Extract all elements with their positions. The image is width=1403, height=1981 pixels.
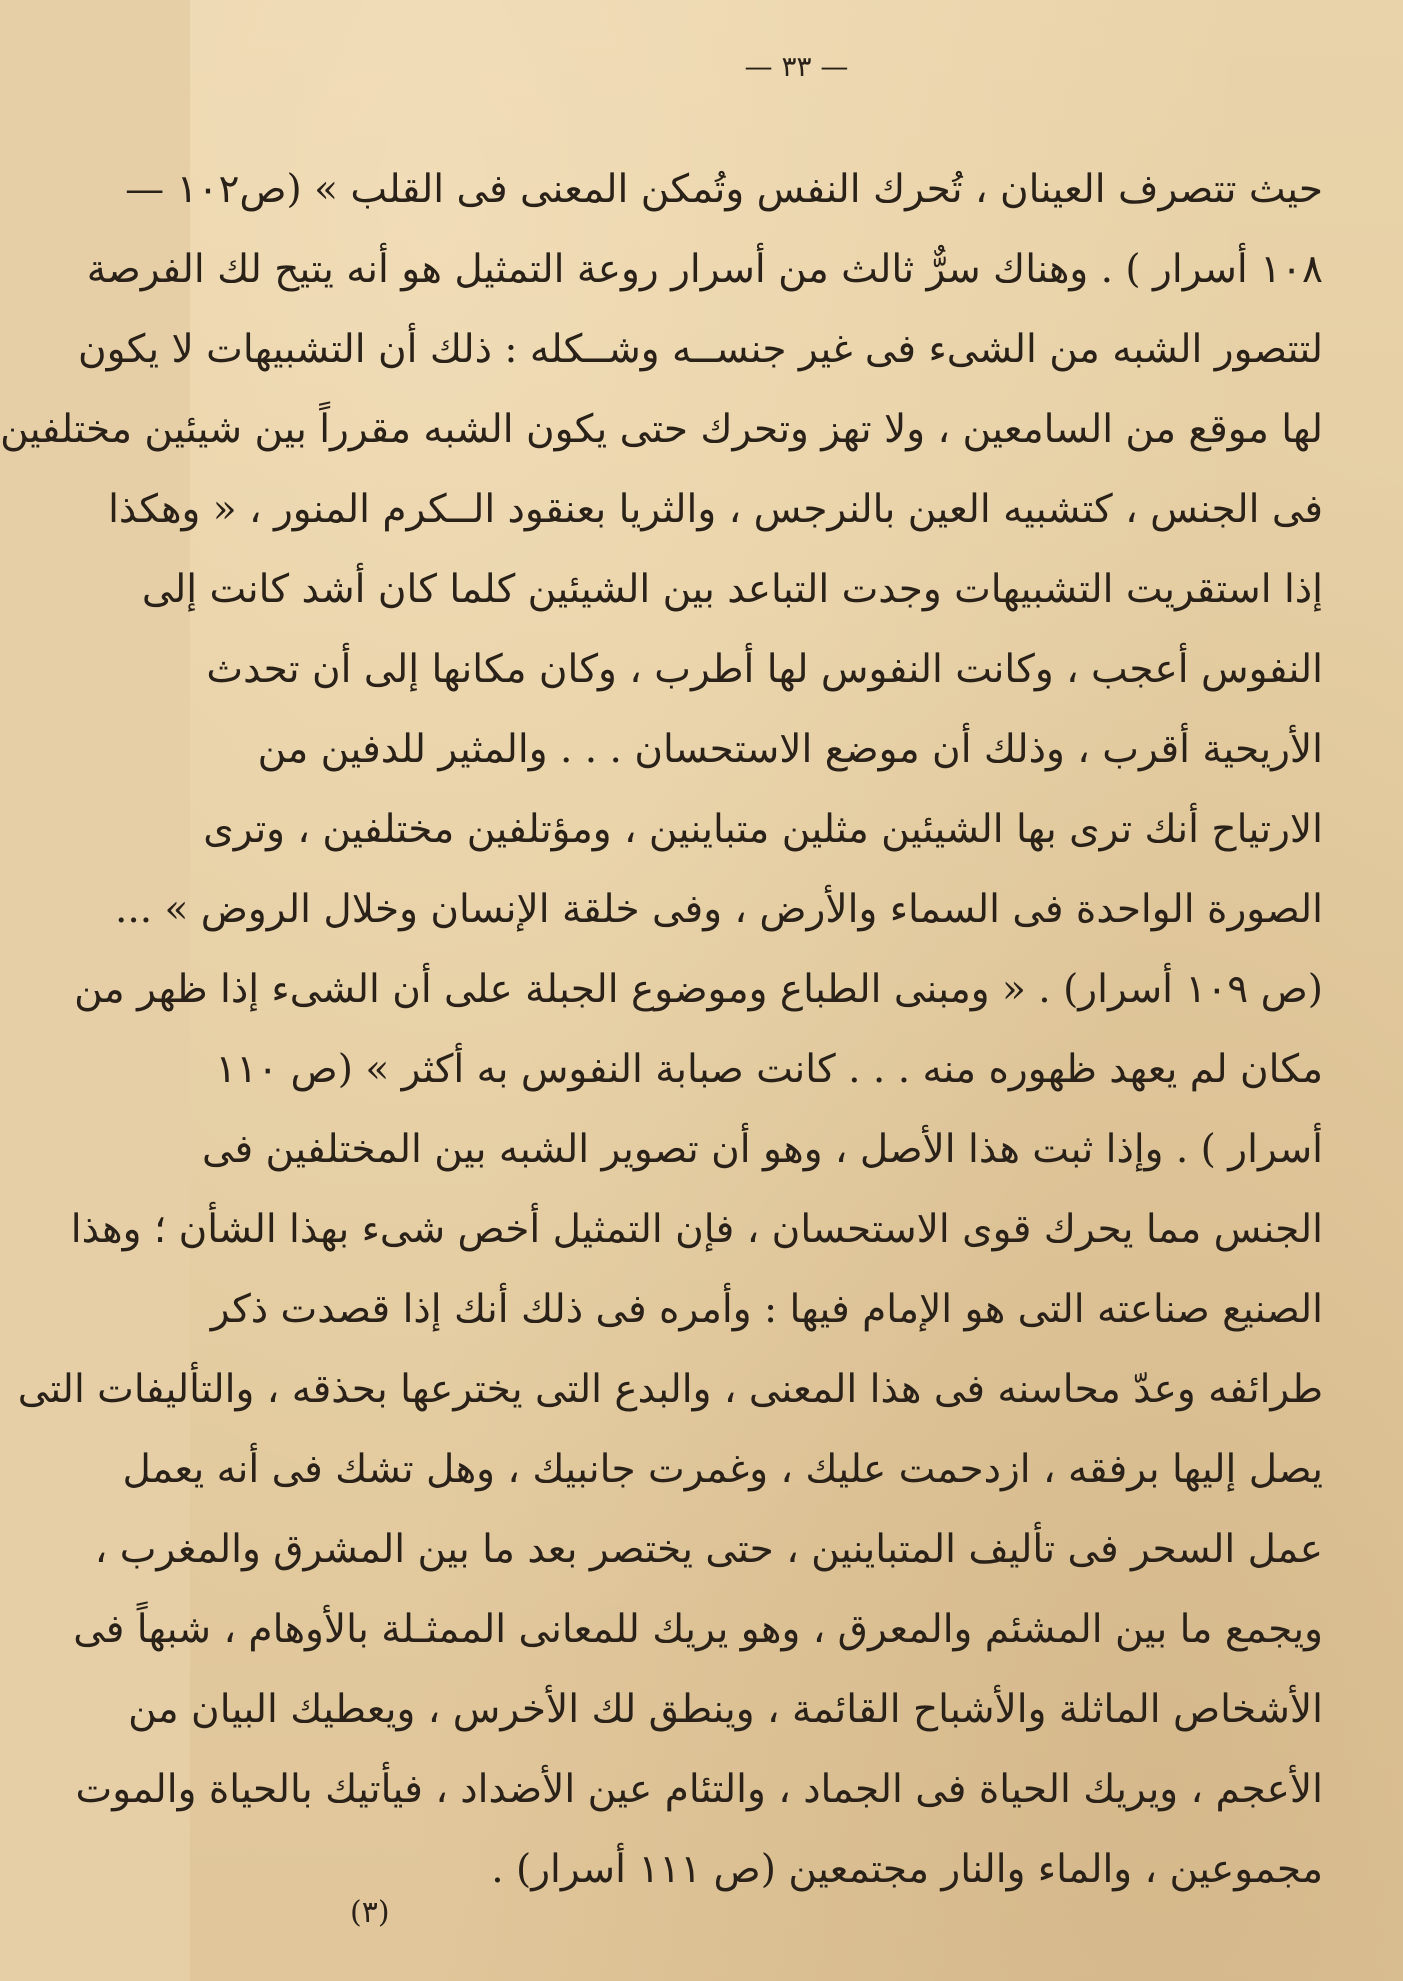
text-line: مجموعين ، والماء والنار مجتمعين (ص ١١١ أسرار) . <box>491 1847 1323 1892</box>
text-line: ١٠٨ أسرار ) . وهناك سرٌّ ثالث من أسرار روعة التمثيل هو أنه يتيح لك الفرصة <box>86 247 1323 292</box>
text-line: عمل السحر فى تأليف المتباينين ، حتى يختصر بعد ما بين المشرق والمغرب ، <box>94 1527 1323 1572</box>
text-line: الصنيع صناعته التى هو الإمام فيها : وأمره فى ذلك أنك إذا قصدت ذكر <box>210 1287 1323 1332</box>
text-line: الأعجم ، ويريك الحياة فى الجماد ، والتئام عين الأضداد ، فيأتيك بالحياة والموت <box>75 1767 1323 1812</box>
text-line: الجنس مما يحرك قوى الاستحسان ، فإن التمثيل أخص شىء بهذا الشأن ؛ وهذا <box>70 1207 1323 1252</box>
text-line: إذا استقريت التشبيهات وجدت التباعد بين الشيئين كلما كان أشد كانت إلى <box>141 567 1323 612</box>
text-line: ويجمع ما بين المشئم والمعرق ، وهو يريك للمعانى الممثـلة بالأوهام ، شبهاً فى <box>73 1607 1323 1652</box>
text-line: حيث تتصرف العينان ، تُحرك النفس وتُمكن المعنى فى القلب » (ص١٠٢ — <box>125 167 1323 212</box>
text-line: فى الجنس ، كتشبيه العين بالنرجس ، والثريا بعنقود الــكرم المنور ، « وهكذا <box>108 487 1323 532</box>
text-line: لها موقع من السامعين ، ولا تهز وتحرك حتى يكون الشبه مقرراً بين شيئين مختلفين <box>0 407 1323 452</box>
text-line: أسرار ) . وإذا ثبت هذا الأصل ، وهو أن تصوير الشبه بين المختلفين فى <box>201 1127 1323 1172</box>
text-line: (ص ١٠٩ أسرار) . « ومبنى الطباع وموضوع الجبلة على أن الشىء إذا ظهر من <box>74 967 1323 1012</box>
text-line: طرائفه وعدّ محاسنه فى هذا المعنى ، والبدع التى يخترعها بحذقه ، والتأليفات التى <box>17 1367 1323 1412</box>
text-line: مكان لم يعهد ظهوره منه . . . كانت صبابة النفوس به أكثر » (ص ١١٠ <box>215 1047 1323 1092</box>
text-line: النفوس أعجب ، وكانت النفوس لها أطرب ، وكان مكانها إلى أن تحدث <box>206 647 1323 692</box>
page-number-header: — ٣٣ — <box>744 50 849 83</box>
text-line: الصورة الواحدة فى السماء والأرض ، وفى خلقة الإنسان وخلال الروض » ... <box>114 887 1323 932</box>
signature-mark: (٣) <box>350 1895 390 1930</box>
text-line: يصل إليها برفقه ، ازدحمت عليك ، وغمرت جانبيك ، وهل تشك فى أنه يعمل <box>122 1447 1323 1492</box>
text-line: الأريحية أقرب ، وذلك أن موضع الاستحسان . . . والمثير للدفين من <box>257 727 1323 772</box>
text-line: الارتياح أنك ترى بها الشيئين مثلين متباينين ، ومؤتلفين مختلفين ، وترى <box>203 807 1323 852</box>
text-line: الأشخاص الماثلة والأشباح القائمة ، وينطق لك الأخرس ، ويعطيك البيان من <box>128 1687 1323 1732</box>
body-text <box>0 150 1323 1910</box>
text-line: لتتصور الشبه من الشىء فى غير جنســه وشــكله : ذلك أن التشبيهات لا يكون <box>77 327 1323 372</box>
